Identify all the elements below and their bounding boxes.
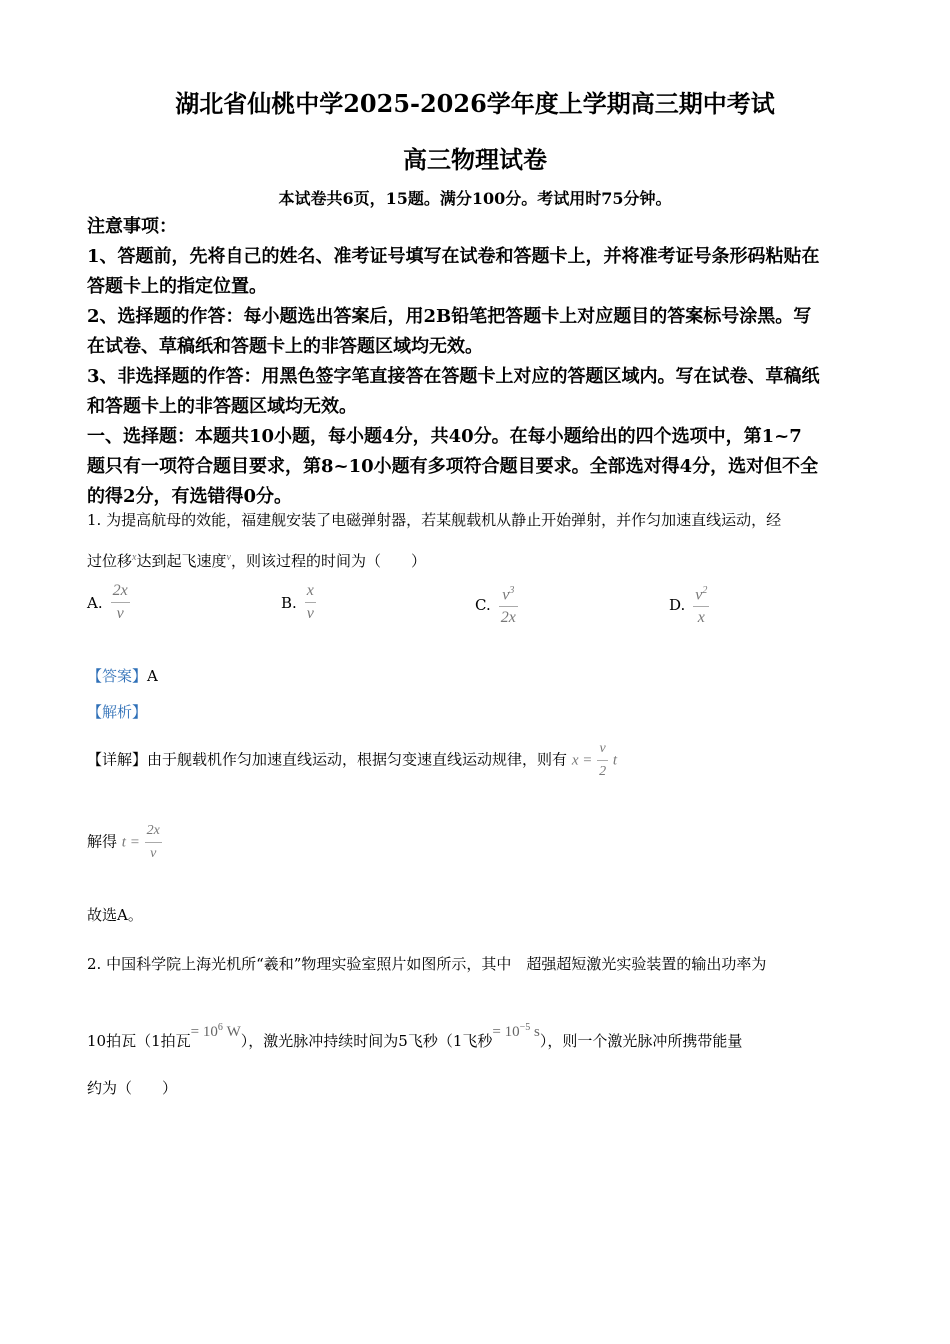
- notice-item-2: 2、选择题的作答：每小题选出答案后，用2B铅笔把答题卡上对应题目的答案标号涂黑。写: [87, 306, 812, 327]
- q2-stem-end: 约为（ ）: [87, 1079, 178, 1097]
- fraction: $\frac{x}{v}$: [306, 582, 314, 622]
- fraction: $\frac{v^3}{2x}$: [500, 585, 516, 627]
- formula-fraction: $\frac{v}{2}$: [599, 741, 607, 779]
- q1-detail: 【详解】由于舰载机作匀加速直线运动，根据匀变速直线运动规律，则有 x = $\frac{v}{2}$ t: [87, 741, 618, 779]
- section-heading-cont: 的得2分，有选错得0分。: [87, 486, 293, 507]
- notice-heading: 注意事项：: [87, 216, 177, 237]
- variable-v: v: [226, 552, 231, 563]
- q1-answer: 【答案】A: [87, 667, 158, 685]
- notice-item-1: 1、答题前，先将自己的姓名、准考证号填写在试卷和答题卡上，并将准考证号条形码粘贴在: [87, 246, 820, 267]
- exam-info: 本试卷共6页，15题。满分100分。考试用时75分钟。: [278, 189, 672, 208]
- notice-item-2-cont: 在试卷、草稿纸和答题卡上的非答题区域均无效。: [87, 336, 483, 357]
- q1-option-a[interactable]: A. $\frac{2x}{v}$: [87, 582, 128, 622]
- section-heading-cont: 题只有一项符合题目要求，第8~10小题有多项符合题目要求。全部选对得4分，选对但不全: [87, 456, 819, 477]
- q2-stem-cont: 10拍瓦（1拍瓦= $10^6$ W），激光脉冲持续时间为5飞秒（1飞秒= $10^{-5}$ s），则一个激光脉冲所携带能量: [87, 1022, 743, 1050]
- q2-stem: 2. 中国科学院上海光机所“羲和”物理实验室照片如图所示，其中 超强超短激光实验装置的输出功率为: [87, 955, 767, 973]
- q1-option-b[interactable]: B. $\frac{x}{v}$: [281, 582, 314, 622]
- formula-fraction: $\frac{2x}{v}$: [146, 823, 160, 861]
- notice-item-1-cont: 答题卡上的指定位置。: [87, 276, 267, 297]
- q1-stem: 1. 为提高航母的效能，福建舰安装了电磁弹射器，若某舰载机从静止开始弹射，并作匀加速直线运动，经: [87, 511, 782, 529]
- q1-option-c[interactable]: C. $\frac{v^3}{2x}$: [475, 582, 518, 627]
- q1-stem-cont: 过位移$^x$达到起飞速度$^v$，则该过程的时间为（ ）: [87, 552, 426, 570]
- q1-option-d[interactable]: D. $\frac{v^2}{x}$: [669, 582, 709, 627]
- notice-item-3-cont: 和答题卡上的非答题区域均无效。: [87, 396, 357, 417]
- exam-title: 湖北省仙桃中学2025-2026学年度上学期高三期中考试: [175, 89, 775, 118]
- fraction: $\frac{v^2}{x}$: [695, 585, 708, 627]
- q1-analysis-tag: 【解析】: [87, 703, 148, 721]
- q1-conclusion: 故选A。: [87, 906, 143, 924]
- notice-item-3: 3、非选择题的作答：用黑色签字笔直接答在答题卡上对应的答题区域内。写在试卷、草稿纸: [87, 366, 820, 387]
- exam-subtitle: 高三物理试卷: [403, 145, 547, 174]
- section-heading: 一、选择题：本题共10小题，每小题4分，共40分。在每小题给出的四个选项中，第1~7: [87, 426, 802, 447]
- q1-solve: 解得 t = $\frac{2x}{v}$: [87, 823, 160, 861]
- variable-x: x: [132, 552, 137, 563]
- fraction: $\frac{2x}{v}$: [112, 582, 128, 622]
